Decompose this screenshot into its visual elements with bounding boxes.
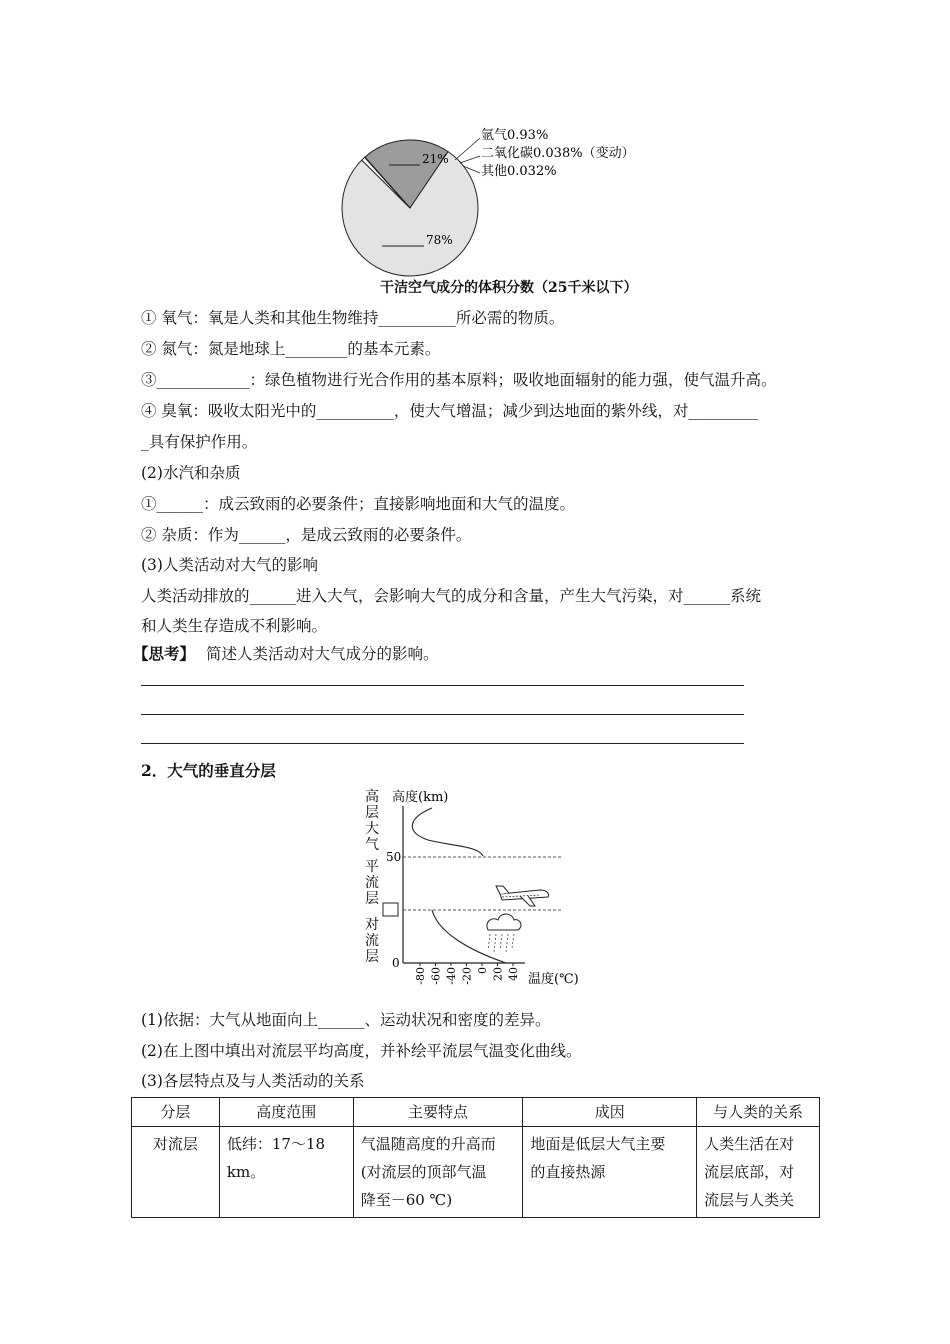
upper-atmosphere-temperature-curve <box>412 808 483 856</box>
pie-label-21: 21% <box>422 152 449 166</box>
table-header: 与人类的关系 <box>697 1098 820 1127</box>
answer-line[interactable] <box>141 714 744 715</box>
legend-other: 其他0.032% <box>481 164 557 179</box>
x-tick-label: -40 <box>445 967 458 985</box>
pie-label-78: 78% <box>426 233 453 247</box>
ozone-line-2: _具有保护作用。 <box>141 433 258 451</box>
table-header: 成因 <box>523 1098 697 1127</box>
y-tick-0: 0 <box>392 956 400 970</box>
water-vapor-line: ①______：成云致雨的必要条件；直接影响地面和大气的温度。 <box>141 495 576 513</box>
cell-cause: 地面是低层大气主要 的直接热源 <box>523 1127 697 1218</box>
pie-caption: 干洁空气成分的体积分数（25千米以下） <box>380 280 638 296</box>
human-impact-line-2: 和人类生存造成不利影响。 <box>141 617 328 635</box>
tropopause-height-box[interactable] <box>383 903 398 916</box>
ozone-line-1: ④ 臭氧：吸收太阳光中的__________，使大气增温；减少到达地面的紫外线，对_________ <box>141 402 759 420</box>
oxygen-line: ① 氧气：氧是人类和其他生物维持__________所必需的物质。 <box>141 309 565 327</box>
x-tick-label: -20 <box>460 967 474 985</box>
question-2: (2)在上图中填出对流层平均高度，并补绘平流层气温变化曲线。 <box>141 1042 582 1060</box>
impurities-line: ② 杂质：作为______，是成云致雨的必要条件。 <box>141 526 472 544</box>
human-impact-heading: (3)人类活动对大气的影响 <box>141 556 318 574</box>
section-2-heading: 2．大气的垂直分层 <box>141 761 276 780</box>
co2-line: ③____________：绿色植物进行光合作用的基本原料；吸收地面辐射的能力强，使气温升高。 <box>141 371 777 389</box>
nitrogen-line: ② 氮气：氮是地球上________的基本元素。 <box>141 340 441 358</box>
answer-line[interactable] <box>141 685 744 686</box>
leader-line-argon <box>455 138 480 160</box>
atmosphere-layers-diagram <box>355 785 595 990</box>
airplane-icon <box>496 886 549 906</box>
x-tick-label: 40 <box>507 967 520 981</box>
water-impurities-heading: (2)水汽和杂质 <box>141 464 241 482</box>
leader-line-co2 <box>460 156 480 163</box>
upper-atmosphere-label: 高 层 大 气 <box>365 789 379 853</box>
table-row <box>132 1127 820 1218</box>
table-header-row <box>132 1098 820 1127</box>
troposphere-temperature-curve <box>432 910 506 963</box>
composition-pie-chart <box>330 118 670 278</box>
table-header: 高度范围 <box>219 1098 353 1127</box>
question-3: (3)各层特点及与人类活动的关系 <box>141 1072 365 1090</box>
x-tick-label: 0 <box>476 967 489 974</box>
x-tick-label: 20 <box>491 967 505 981</box>
human-impact-line-1: 人类活动排放的______进入大气，会影响大气的成分和含量，产生大气污染，对______系统 <box>141 587 762 605</box>
think-question: 简述人类活动对大气成分的影响。 <box>205 645 439 663</box>
x-axis-label: 温度(℃) <box>528 972 579 987</box>
x-tick-label: -80 <box>414 967 427 985</box>
table-header: 主要特点 <box>353 1098 523 1127</box>
layers-table <box>131 1097 820 1218</box>
troposphere-label: 对 流 层 <box>365 917 379 965</box>
y-axis-label: 高度(km) <box>392 790 449 805</box>
x-tick-label: -60 <box>429 967 443 985</box>
cell-layer: 对流层 <box>132 1127 220 1218</box>
think-line <box>133 642 438 664</box>
cell-relation: 人类生活在对 流层底部，对 流层与人类关 <box>697 1127 820 1218</box>
stratosphere-label: 平 流 层 <box>365 859 379 907</box>
legend-argon: 氩气0.93% <box>481 128 549 143</box>
cell-features: 气温随高度的升高而 (对流层的顶部气温 降至－60 ℃) <box>353 1127 523 1218</box>
think-label: 【思考】 <box>133 644 196 663</box>
y-tick-50: 50 <box>386 850 402 864</box>
legend-co2: 二氧化碳0.038%（变动） <box>481 146 635 161</box>
cell-height-range: 低纬：17～18 km。 <box>219 1127 353 1218</box>
question-1: (1)依据：大气从地面向上______、运动状况和密度的差异。 <box>141 1011 551 1029</box>
rain-cloud-icon <box>487 914 521 952</box>
answer-line[interactable] <box>141 743 744 744</box>
table-header: 分层 <box>132 1098 220 1127</box>
